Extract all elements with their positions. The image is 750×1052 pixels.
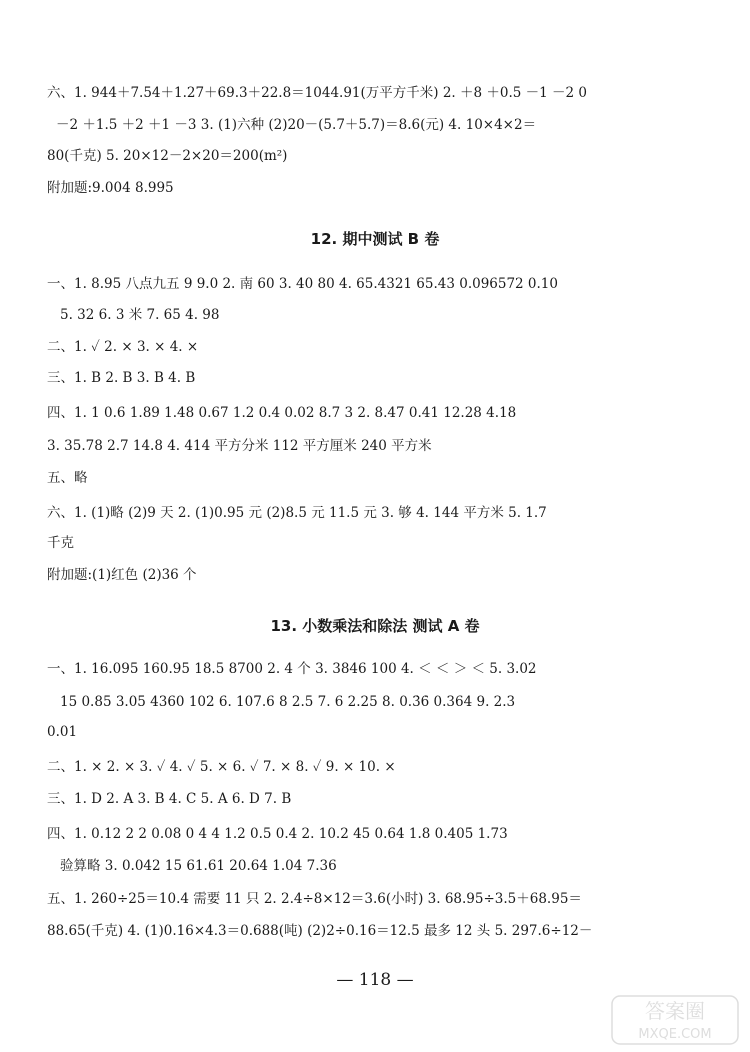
- s12-line-3: 三、1. B 2. B 3. B 4. B: [47, 370, 196, 386]
- section11-line3: 80(千克) 5. 20×12－2×20＝200(m²): [47, 148, 288, 164]
- s13-line-8: 88.65(千克) 4. (1)0.16×4.3＝0.688(吨) (2)2÷0.16＝12.5 最多 12 头 5. 297.6÷12－: [47, 923, 593, 939]
- section11-line2: －2 ＋1.5 ＋2 ＋1 －3 3. (1)六种 (2)20－(5.7＋5.7)＝8.6(元) 4. 10×4×2＝: [56, 117, 537, 133]
- s12-line-5: 3. 35.78 2.7 14.8 4. 414 平方分米 112 平方厘米 240 平方米: [47, 438, 432, 454]
- section11-bonus: 附加题:9.004 8.995: [47, 180, 174, 196]
- s13-line-1: 15 0.85 3.05 4360 102 6. 107.6 8 2.5 7. 6 2.25 8. 0.3̇6̇ 0.364 9. 2.3: [60, 694, 516, 710]
- s12-line-0: 一、1. 8.95 八点九五 9 9.0 2. 南 60 3. 40 80 4. 65.4321 65.43 0.096572 0.10: [47, 276, 558, 292]
- s12-line-2: 二、1. ✓ 2. × 3. × 4. ×: [47, 339, 199, 355]
- s12-line-6: 五、略: [47, 470, 88, 486]
- watermark-text-en: MXQE.COM: [638, 1027, 712, 1042]
- section12-title: 12. 期中测试 B 卷: [310, 230, 440, 248]
- watermark-text-cn: 答案圈: [645, 999, 705, 1023]
- s13-line-7: 五、1. 260÷25＝10.4 需要 11 只 2. 2.4÷8×12＝3.6(小时) 3. 68.95÷3.5＋68.95＝: [47, 891, 582, 907]
- s13-line-4: 三、1. D 2. A 3. B 4. C 5. A 6. D 7. B: [47, 791, 292, 807]
- s13-line-2: 0.01: [47, 724, 78, 740]
- s13-line-6: 验算略 3. 0.042 15 61.61 20.64 1.04 7.36: [60, 858, 337, 874]
- s13-line-5: 四、1. 0.12 2 2 0.08 0 4 4 1.2 0.5 0.4 2. 10.2 45 0.64 1.8 0.4̇05̇ 1.73: [47, 826, 508, 842]
- s12-line-4: 四、1. 1 0.6 1.89 1.48 0.67 1.2 0.4 0.02 8.7 3 2. 8.47 0.41 12.28 4.18: [47, 405, 517, 421]
- watermark-logo: [610, 994, 740, 1046]
- s12-line-7: 六、1. (1)略 (2)9 天 2. (1)0.95 元 (2)8.5 元 11.5 元 3. 够 4. 144 平方米 5. 1.7: [47, 505, 547, 521]
- s13-line-0: 一、1. 16.095 160.95 18.5 8700 2. 4 个 3. 3846 100 4. ＜ ＜ ＞ ＜ 5. 3.02: [47, 661, 537, 677]
- s13-line-3: 二、1. × 2. × 3. ✓ 4. ✓ 5. × 6. ✓ 7. × 8. ✓ 9. × 10. ×: [47, 759, 396, 775]
- page-number: — 118 —: [336, 970, 414, 990]
- s12-line-8: 千克: [47, 535, 74, 551]
- s12-line-1: 5. 32 6. 3 米 7. 65 4. 98: [60, 307, 220, 323]
- section13-title: 13. 小数乘法和除法 测试 A 卷: [270, 617, 480, 635]
- section11-line1: 六、1. 944＋7.54＋1.27＋69.3＋22.8＝1044.91(万平方千米) 2. ＋8 ＋0.5 －1 －2 0: [47, 85, 587, 101]
- s12-line-9: 附加题:(1)红色 (2)36 个: [47, 567, 197, 583]
